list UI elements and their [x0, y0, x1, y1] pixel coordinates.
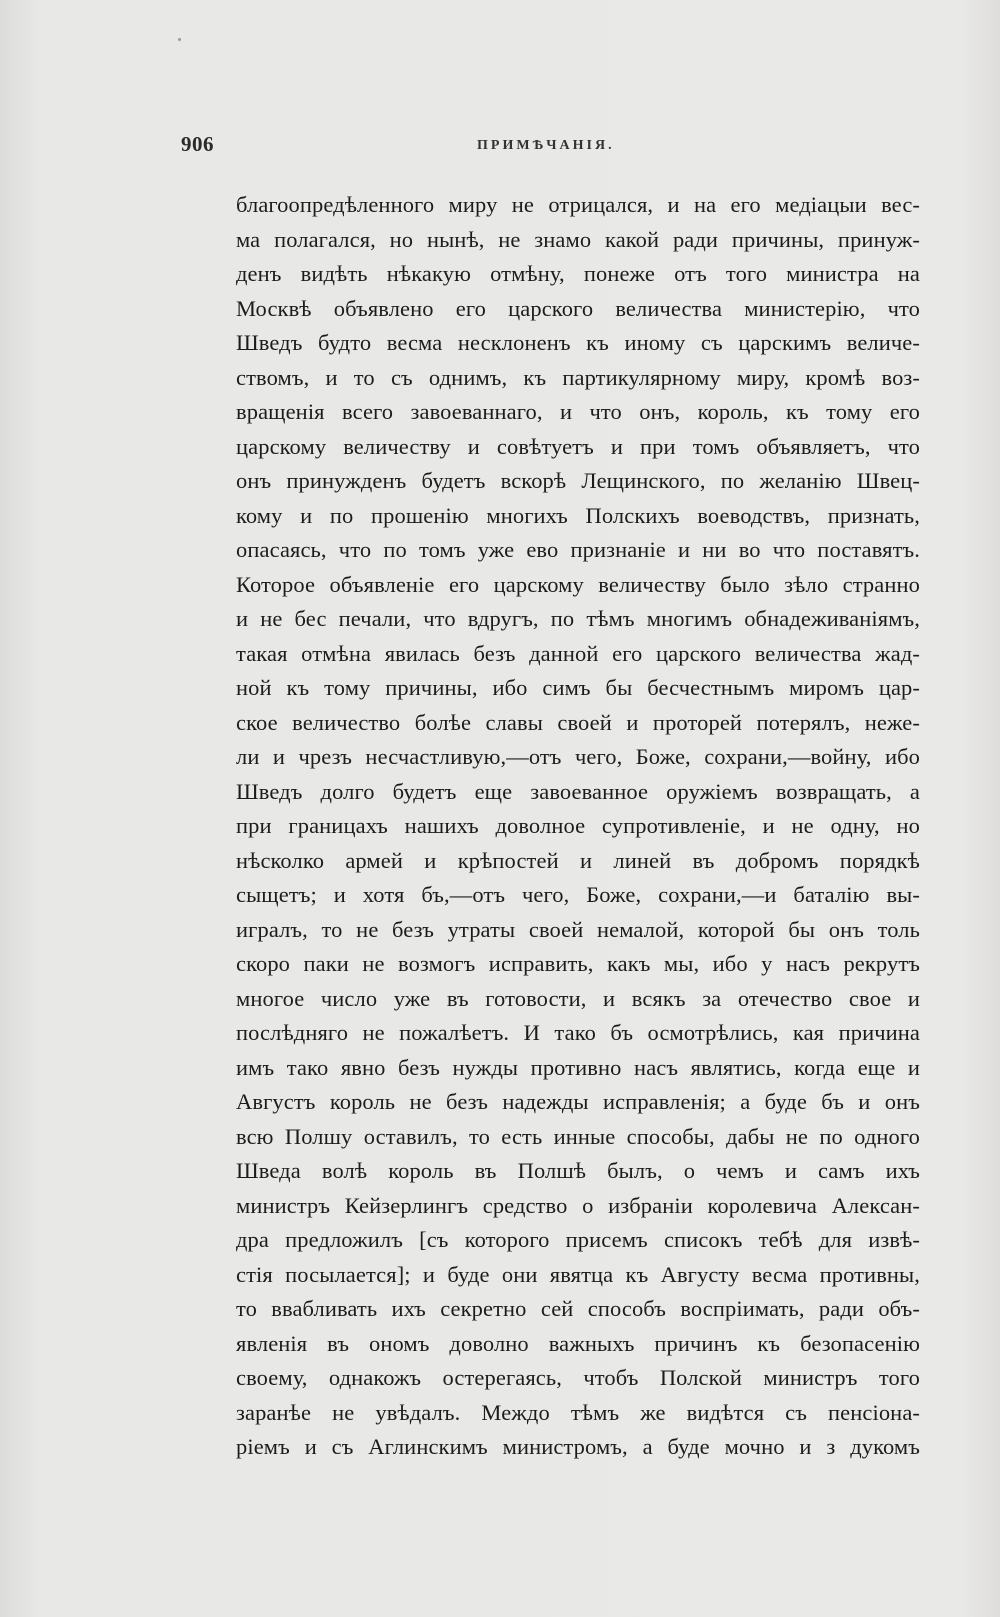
text-line: явленія въ ономъ доволно важныхъ причинъ къ безопасенію [236, 1330, 920, 1356]
text-line: онъ принужденъ будетъ вскорѣ Лещинского, по желанію Швец- [236, 468, 920, 493]
text-line: многое число уже въ готовости, и всякъ за отечество свое и [236, 985, 920, 1011]
text-line: и не бес печали, что вдругъ, по тѣмъ многимъ обнадеживаніямъ, [236, 606, 920, 631]
text-line: кому и по прошенію многихъ Полскихъ воеводствъ, признать, [236, 502, 920, 528]
text-line: Шведа волѣ король въ Полшѣ былъ, о чемъ и самъ ихъ [236, 1158, 920, 1183]
text-line: нѣсколко армей и крѣпостей и линей въ добромъ порядкѣ [236, 847, 920, 873]
text-line: Шведъ будто весма несклоненъ къ иному съ царскимъ величе- [236, 330, 920, 355]
text-line: имъ тако явно безъ нужды противно насъ являтись, когда еще и [236, 1054, 920, 1080]
text-line: царскому величеству и совѣтуетъ и при томъ объявляетъ, что [236, 433, 920, 459]
text-line: при границахъ нашихъ доволное супротивленіе, и не одну, но [236, 813, 920, 838]
text-line: Москвѣ объявлено его царского величества министерію, что [236, 295, 920, 321]
text-line: сыщетъ; и хотя бъ,—отъ чего, Боже, сохрани,—и баталію вы- [236, 882, 920, 907]
text-line: ной къ тому причины, ибо симъ бы бесчестнымъ миромъ цар- [236, 675, 920, 700]
text-line: послѣдняго не пожалѣетъ. И тако бъ осмотрѣлись, кая причина [236, 1020, 920, 1045]
running-head: ПРИМѢЧАНІЯ. [477, 138, 615, 153]
text-line: Которое объявленіе его царскому величеству было зѣло странно [236, 571, 920, 597]
text-line: ствомъ, и то съ однимъ, къ партикулярному миру, кромѣ воз- [236, 364, 920, 390]
paper-speck [178, 38, 181, 41]
text-line: ріемъ и съ Аглинскимъ министромъ, а буде мочно и з дукомъ [236, 1434, 920, 1459]
text-line: скоро паки не возмогъ исправить, какъ мы, ибо у насъ рекрутъ [236, 951, 920, 976]
text-line: такая отмѣна явилась безъ данной его царского величества жад- [236, 640, 920, 666]
text-line: дра предложилъ [съ которого присемъ списокъ тебѣ для извѣ- [236, 1227, 920, 1252]
text-line: министръ Кейзерлингъ средство о избраніи королевича Алексан- [236, 1192, 920, 1218]
text-line: заранѣе не увѣдалъ. Междо тѣмъ же видѣтся съ пенсіона- [236, 1399, 920, 1425]
text-line: Августъ король не безъ надежды исправленія; а буде бъ и онъ [236, 1089, 920, 1114]
text-line: ское величество болѣе славы своей и проторей потерялъ, неже- [236, 709, 920, 735]
text-line: ли и чрезъ несчастливую,—отъ чего, Боже, сохрани,—войну, ибо [236, 744, 920, 769]
page-number: 906 [181, 132, 214, 156]
text-line: денъ видѣть нѣкакую отмѣну, понеже отъ того министра на [236, 261, 920, 286]
text-line: то ввабливать ихъ секретно сей способъ воспріимать, ради объ- [236, 1296, 920, 1321]
text-line: вращенія всего завоеваннаго, и что онъ, король, къ тому его [236, 399, 920, 424]
text-line: благоопредѣленного миру не отрицался, и на его медіацыи вес- [236, 192, 920, 217]
body-text [236, 188, 920, 1465]
text-line: своему, однакожъ остерегаясь, чтобъ Полской министръ того [236, 1365, 920, 1390]
text-line: опасаясь, что по томъ уже ево признаніе и ни во что поставятъ. [236, 537, 920, 562]
text-line: стія посылается]; и буде они явятца къ Августу весма противны, [236, 1261, 920, 1287]
text-line: ма полагался, но нынѣ, не знамо какой ради причины, принуж- [236, 226, 920, 252]
text-line: игралъ, то не безъ утраты своей немалой, которой бы онъ толь [236, 916, 920, 942]
text-line: Шведъ долго будетъ еще завоеванное оружіемъ возвращать, а [236, 778, 920, 804]
text-line: всю Полшу оставилъ, то есть инные способы, дабы не по одного [236, 1123, 920, 1149]
